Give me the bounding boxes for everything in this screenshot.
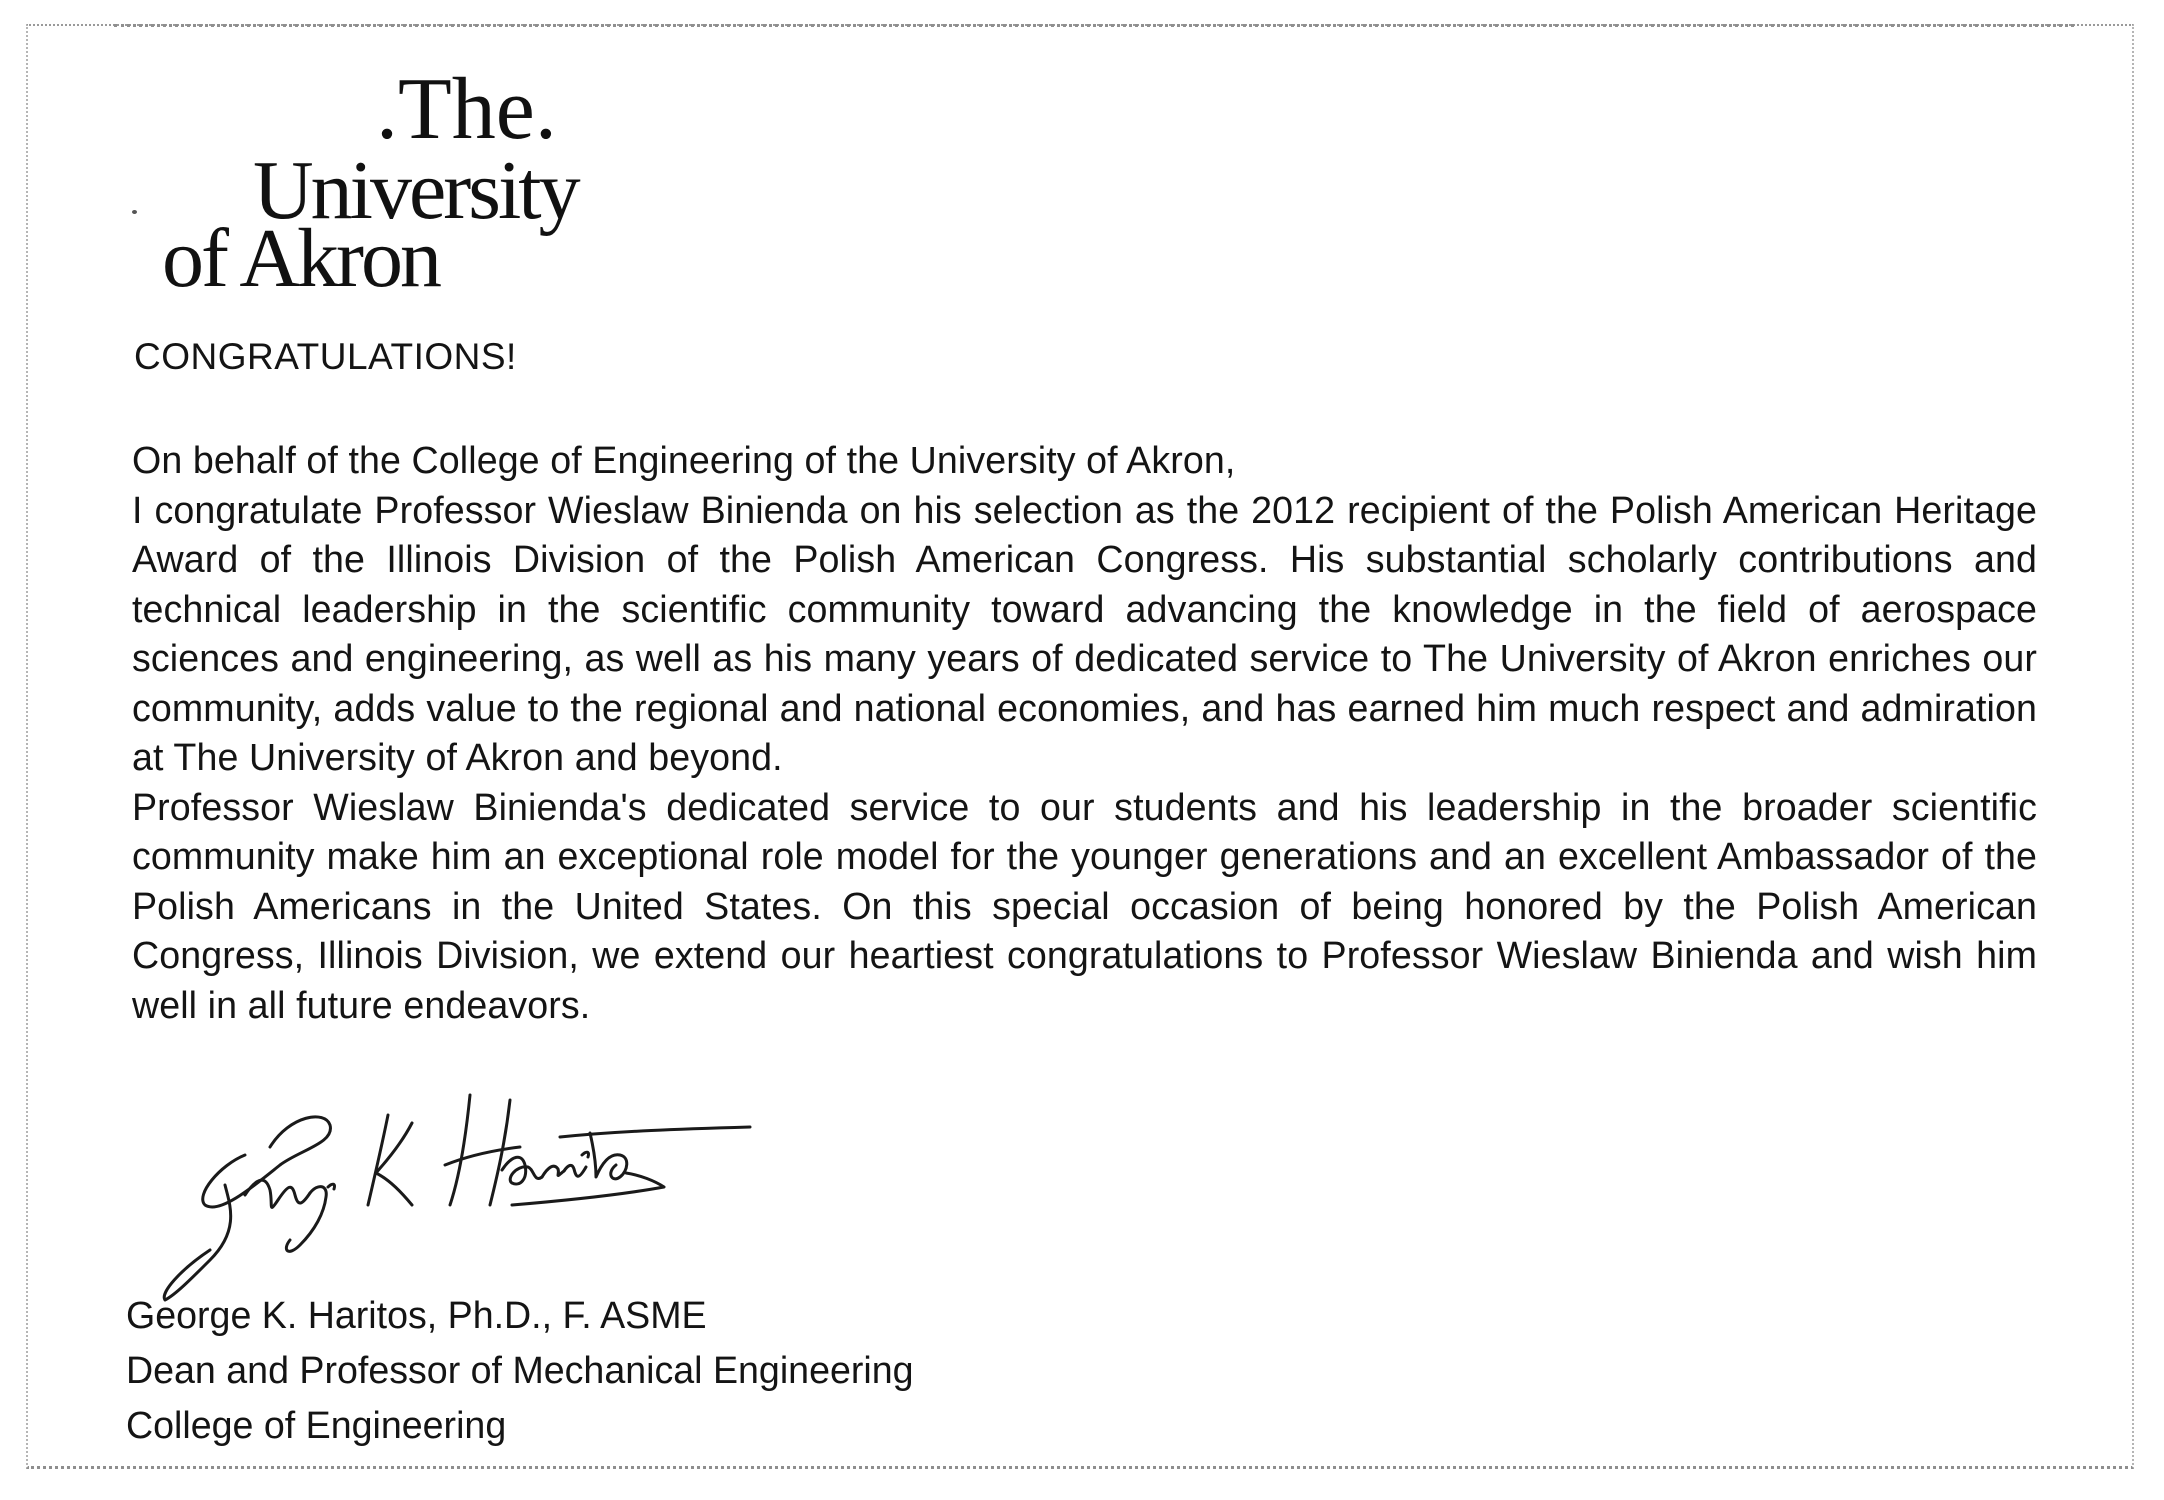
opening-line: On behalf of the College of Engineering of the University of Akron, bbox=[132, 439, 1236, 481]
page-top-edge bbox=[114, 24, 2074, 27]
signatory-unit: College of Engineering bbox=[126, 1404, 507, 1446]
closing-paragraph: Professor Wieslaw Binienda's dedicated service to our students and his leadership in the broader scientific community make him an exceptional role model for the younger generations and an excellent Ambassador of the Polish Americans in the United States. On this special occasion of being honored by the Polish American Congress, Illinois Division, we extend our heartiest congratulations to Professor Wieslaw Binienda and wish him well in all future endeavors. bbox=[132, 785, 2037, 1026]
university-logo bbox=[138, 70, 658, 310]
handwritten-signature bbox=[150, 1055, 800, 1315]
award-paragraph: I congratulate Professor Wieslaw Binienda on his selection as the 2012 recipient of the Polish American Heritage Award of the Illinois Division of the Polish American Congress. His substantial scholarly contributions and technical leadership in the scientific community toward advancing the knowledge in the field of aerospace sciences and engineering, as well as his many years of dedicated service to The University of Akron enriches our community, adds value to the regional and national economies, and has earned him much respect and admiration at The University of Akron and beyond. bbox=[132, 488, 2037, 778]
logo-the: .The. bbox=[376, 70, 557, 158]
signatory-title: Dean and Professor of Mechanical Engineering bbox=[126, 1349, 914, 1391]
logo-university: University bbox=[253, 144, 578, 237]
scan-speck bbox=[132, 210, 137, 214]
congratulations-heading: CONGRATULATIONS! bbox=[134, 336, 517, 377]
letter-body bbox=[132, 436, 2037, 1030]
signatory-block bbox=[126, 1290, 914, 1455]
logo-of-akron: of Akron bbox=[162, 212, 439, 305]
signatory-name: George K. Haritos, Ph.D., F. ASME bbox=[126, 1294, 707, 1336]
